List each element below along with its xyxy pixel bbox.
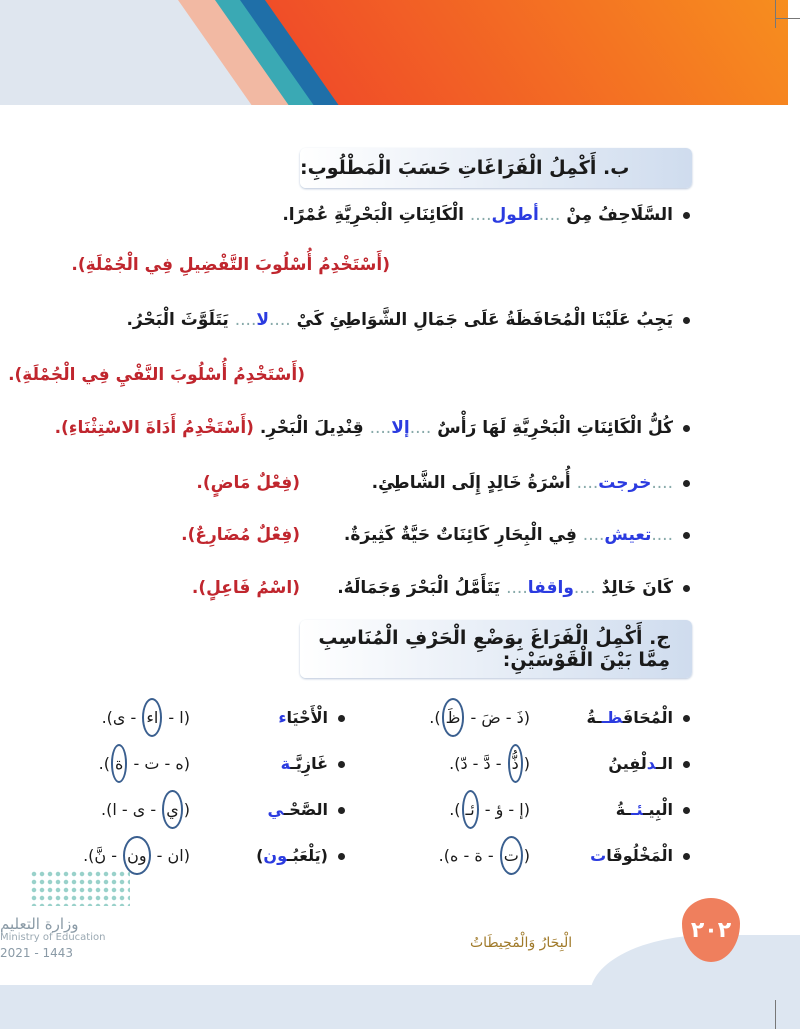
instruction-hint: (فِعْلٌ مُضَارِعٌ). [181,525,300,545]
separator: - [490,754,507,773]
separator: - [479,800,496,819]
paren: ( [183,800,190,819]
separator: - [163,708,180,727]
bullet-icon [683,585,690,592]
separator: - [500,708,517,727]
bullet-icon [683,212,690,219]
instruction-hint: (أَسْتَخْدِمُ أُسْلُوبَ النَّفْيِ فِي الْجُمْلَةِ). [8,365,305,385]
option[interactable]: ى [112,708,126,727]
paren: ). [429,708,441,727]
page-number: ٢٠٢ [682,898,740,962]
word-item [608,754,690,773]
bullet-icon [683,532,690,539]
word-part: الْمَخْلُوقَا [606,846,673,865]
option[interactable]: ذَ [516,708,524,727]
exercise-line [282,205,690,225]
separator: - [116,800,133,819]
option[interactable]: دّ [460,754,468,773]
paren: ( [523,754,530,773]
paren: ). [83,846,95,865]
word-part: الْأَحْيَا [286,708,328,727]
option-circled[interactable]: ي [162,790,183,829]
answer-field[interactable]: ئـ [630,800,643,819]
options-group [449,800,530,819]
option[interactable]: دَّ [483,754,491,773]
bullet-icon [338,715,345,722]
word-part: ـةُ [615,800,631,819]
unit-title: الْبِحَارُ وَالْمُحِيطَاتُ [470,935,573,951]
option[interactable]: ا [112,800,117,819]
option[interactable]: ه [450,846,459,865]
bullet-icon [683,853,690,860]
sentence-after: فِي الْبِحَارِ كَائِنَاتٌ حَيَّةٌ كَثِيرَةٌ. [343,525,577,545]
paren: ( [183,708,190,727]
word-item [256,846,345,865]
separator: - [128,754,145,773]
bullet-icon [683,715,690,722]
bullet-icon [338,853,345,860]
bullet-icon [683,761,690,768]
option[interactable]: ؤ [495,800,504,819]
sentence-after: أُسْرَةُ خَالِدٍ إِلَى الشَّاطِئِ. [371,473,571,493]
blank-dots: .... [582,525,605,545]
blank-dots: .... [234,310,257,330]
answer-field[interactable]: ظـ [601,708,623,727]
options-group [83,846,190,865]
option[interactable]: ان [167,846,184,865]
word-part: غَازِيَّـ [290,754,328,773]
option-circled[interactable]: ظَ [442,698,465,737]
word-item [590,846,690,865]
word-item [281,754,345,773]
separator: - [145,800,162,819]
sentence-before: السَّلَاحِفُ مِنْ [566,205,673,225]
options-group [99,754,190,773]
exercise-line [55,418,690,438]
options-group [439,846,530,865]
blank-dots: .... [506,578,528,598]
answer-field[interactable]: ي [267,800,284,819]
sentence-after: يَتَلَوَّثَ الْبَحْرُ. [126,310,229,330]
option-circled[interactable]: اء [142,698,162,737]
ministry-logo-icon [30,870,130,906]
word-part: الْبِيـ [642,800,673,819]
bullet-icon [683,480,690,487]
bullet-icon [683,425,690,432]
paren: ). [449,800,461,819]
blank-dots: .... [369,418,392,438]
answer-field[interactable]: أطول [491,205,539,225]
options-group [102,708,190,727]
blank-dots: .... [651,473,673,493]
option-circled[interactable]: ت [500,836,523,875]
instruction-hint: (أَسْتَخْدِمُ أُسْلُوبَ التَّفْضِيلِ فِي الْجُمْلَةِ). [71,255,390,275]
ministry-name-en: Ministry of Education [0,932,106,943]
word-item [278,708,345,727]
separator: - [151,846,168,865]
options-group [429,708,530,727]
separator: - [125,708,142,727]
paren: ( [523,846,530,865]
blank-dots: .... [573,578,596,598]
sentence-after: قِنْدِيلَ الْبَحْرِ. [259,418,364,438]
header-banner [0,0,800,105]
separator: - [465,708,482,727]
decor-stripe [265,0,800,105]
blank-dots: .... [269,310,291,330]
answer-field[interactable]: واقفا [527,578,574,598]
answer-field[interactable]: لا [256,310,270,330]
option[interactable]: ضَ [481,708,501,727]
word-part: الـ [656,754,673,773]
word-part: (يَلْعَبُـ [287,846,328,865]
word-part: لْفِينُ [608,754,647,773]
exercise-line [126,310,690,330]
word-item [268,800,345,819]
paren: ). [101,708,113,727]
ministry-year: 2021 - 1443 [0,946,74,960]
blank-dots: .... [538,205,561,225]
word-part: ـةُ [586,708,602,727]
paren: ). [101,800,113,819]
bullet-icon [683,807,690,814]
option[interactable]: ه [175,754,184,773]
separator: - [482,846,499,865]
separator: - [159,754,176,773]
paren: ( [183,754,190,773]
sentence-before: كُلُّ الْكَائِنَاتِ الْبَحْرِيَّةِ لَهَا رَأْسٌ [437,418,673,438]
separator: - [467,754,484,773]
instruction-hint: (فِعْلٌ مَاضٍ). [196,473,300,493]
section-j-title: ج. أَكْمِلُ الْفَرَاغَ بِوَضْعِ الْحَرْفِ الْمُنَاسِبِ مِمَّا بَيْنَ الْقَوْسَيْنِ: [300,620,692,678]
answer-field[interactable]: خرجت [598,473,652,493]
answer-field[interactable]: ة [280,754,291,773]
section-b-title: ب. أَكْمِلُ الْفَرَاغَاتِ حَسَبَ الْمَطْلُوبِ: [300,148,692,188]
separator: - [503,800,520,819]
option[interactable]: ت [144,754,160,773]
word-part: الْمُحَافَ [622,708,673,727]
option-circled[interactable]: ون [123,836,150,875]
word-item [616,800,690,819]
answer-field[interactable]: ء [278,708,287,727]
paren: ( [523,800,530,819]
word-item [587,708,690,727]
option[interactable]: نَّ [94,846,107,865]
separator: - [458,846,475,865]
paren: ). [449,754,461,773]
answer-field[interactable]: تعيش [604,525,652,545]
paren: ). [438,846,450,865]
exercise-line [337,578,690,598]
answer-field[interactable]: د [646,754,657,773]
bullet-icon [338,807,345,814]
option-circled[interactable]: ئـ [462,790,479,829]
sentence-after: يَتَأَمَّلُ الْبَحْرَ وَجَمَالَهُ. [337,578,501,598]
sentence-after: الْكَائِنَاتِ الْبَحْرِيَّةِ عُمْرًا. [282,205,464,225]
blank-dots: .... [576,473,599,493]
separator: - [106,846,123,865]
bullet-icon [338,761,345,768]
sentence-before: يَجِبُ عَلَيْنَا الْمُحَافَظَةُ عَلَى جَمَالِ الشَّوَاطِئِ كَيْ [296,310,673,330]
bullet-icon [683,317,690,324]
option[interactable]: ى [132,800,146,819]
blank-dots: .... [409,418,432,438]
answer-field[interactable]: ت [590,846,607,865]
exercise-line [372,473,690,493]
paren: ( [183,846,190,865]
blank-dots: .... [469,205,492,225]
options-group [101,800,190,819]
options-group [449,754,530,773]
instruction-hint: (أَسْتَخْدِمُ أَدَاةَ الاسْتِثْنَاءِ). [54,418,254,438]
instruction-hint: (اسْمُ فَاعِلٍ). [191,578,300,598]
option[interactable]: إ [519,800,524,819]
paren: ( [523,708,530,727]
paren: ). [98,754,110,773]
option[interactable]: ة [474,846,483,865]
answer-field[interactable]: ون [263,846,288,865]
option-circled[interactable]: ذُّ [508,744,523,783]
exercise-line [344,525,690,545]
option[interactable]: ا [179,708,184,727]
sentence-before: كَانَ خَالِدٌ [601,578,673,598]
ministry-name-ar: وزارة التعليم [0,915,79,933]
word-part: الصَّحْـ [283,800,328,819]
answer-field[interactable]: إلا [391,418,410,438]
option-circled[interactable]: ة [111,744,127,783]
blank-dots: .... [651,525,673,545]
word-part: ) [256,846,264,865]
